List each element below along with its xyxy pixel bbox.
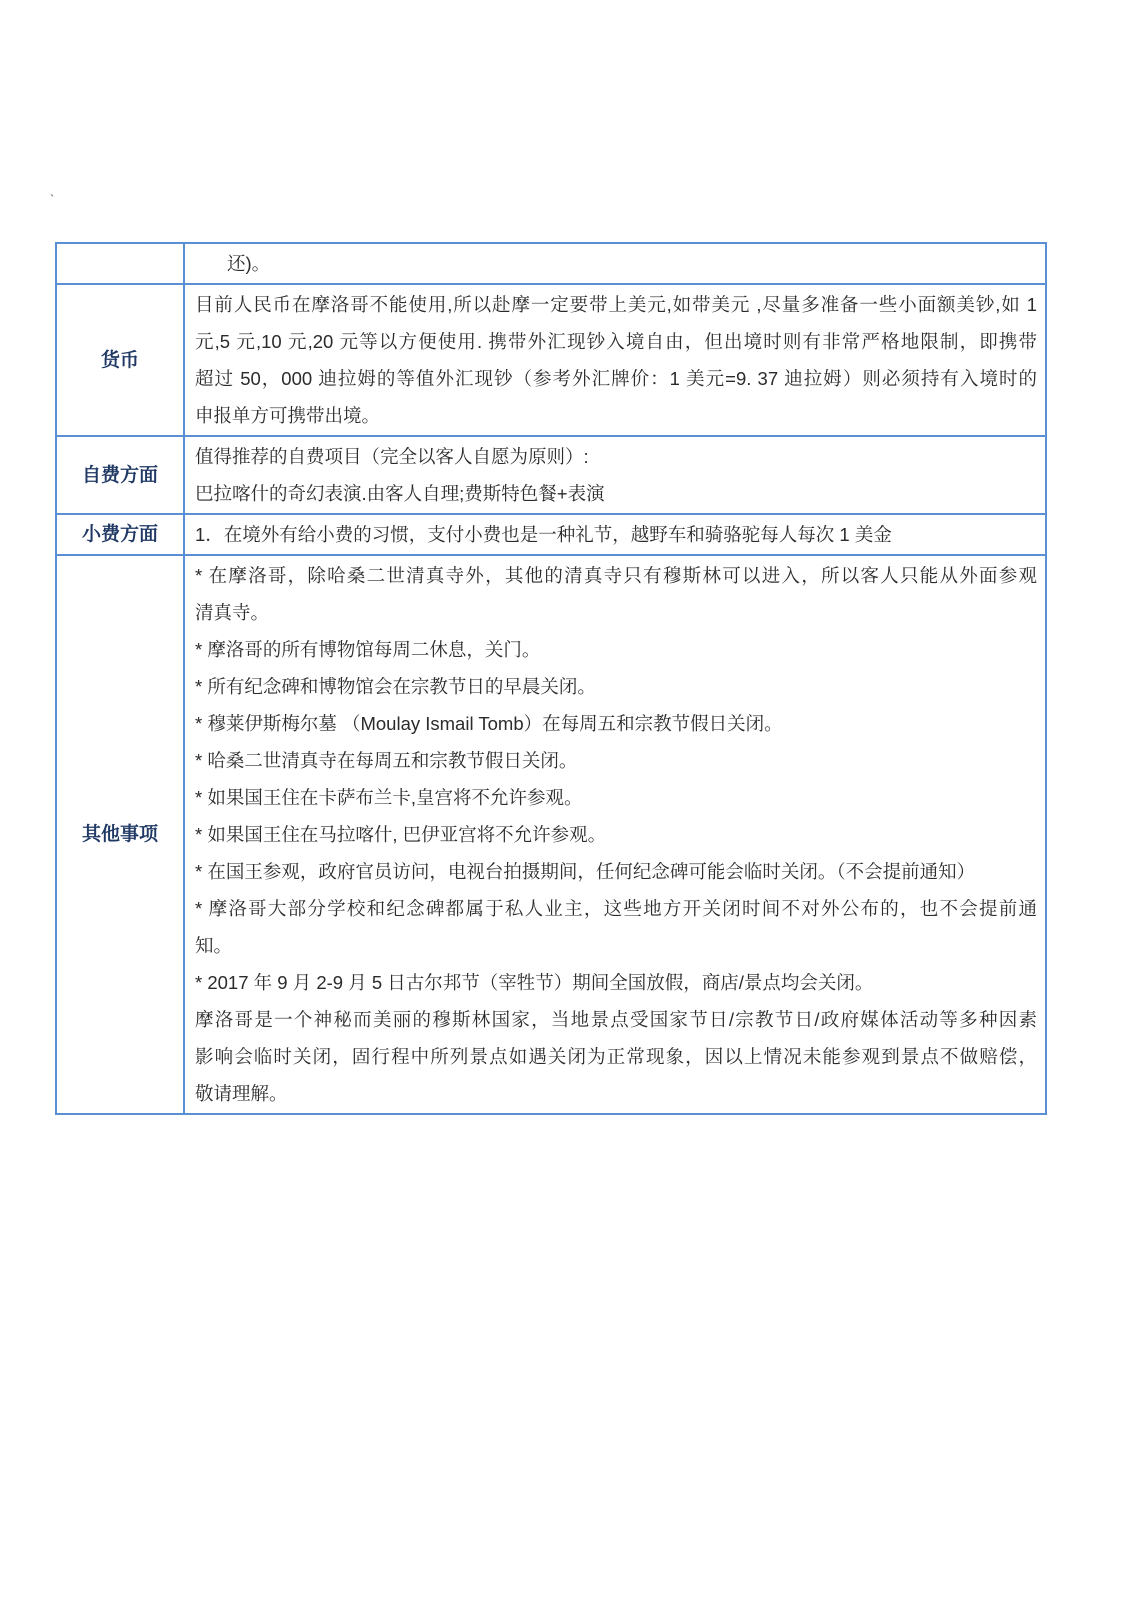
row-label-optional-activities: 自费方面 bbox=[56, 436, 184, 514]
text-line: * 所有纪念碑和博物馆会在宗教节日的早晨关闭。 bbox=[195, 676, 596, 697]
text-line: 申报单方可携带出境。 bbox=[195, 405, 381, 426]
note-item bbox=[195, 557, 1037, 631]
text-line: 1．在境外有给小费的习惯，支付小费也是一种礼节，越野车和骑骆驼每人每次 1 美金 bbox=[195, 524, 892, 545]
note-item bbox=[195, 816, 1037, 853]
note-item bbox=[195, 705, 1037, 742]
row-label-empty bbox=[56, 243, 184, 284]
note-item bbox=[195, 964, 1037, 1001]
text-line: 敬请理解。 bbox=[195, 1083, 288, 1104]
note-item bbox=[195, 779, 1037, 816]
text-line: * 如果国王住在卡萨布兰卡,皇宫将不允许参观。 bbox=[195, 787, 583, 808]
closing-paragraph bbox=[195, 1001, 1037, 1112]
note-item bbox=[195, 668, 1037, 705]
text-line: * 2017 年 9 月 2-9 月 5 日古尔邦节（宰牲节）期间全国放假，商店/景点均会关闭。 bbox=[195, 972, 874, 993]
text-line: * 摩洛哥的所有博物馆每周二休息，关门。 bbox=[195, 639, 541, 660]
text-line: * 在国王参观，政府官员访问，电视台拍摄期间，任何纪念碑可能会临时关闭。（不会提前通知） bbox=[195, 861, 976, 882]
row-content-tips bbox=[184, 514, 1046, 555]
row-label-currency: 货币 bbox=[56, 284, 184, 436]
text-line: 还)。 bbox=[227, 253, 271, 274]
table-row-tips bbox=[56, 514, 1046, 555]
row-label-other-notes: 其他事项 bbox=[56, 555, 184, 1114]
note-item bbox=[195, 742, 1037, 779]
text-line: 元,5 元,10 元,20 元等以方便使用. 携带外汇现钞入境自由，但出境时则有非常严格地限制，即携带 bbox=[195, 331, 1037, 352]
paragraph bbox=[195, 438, 1037, 475]
paragraph bbox=[195, 475, 1037, 512]
text-line: 摩洛哥是一个神秘而美丽的穆斯林国家，当地景点受国家节日/宗教节日/政府媒体活动等多种因素 bbox=[195, 1009, 1037, 1030]
text-line: * 在摩洛哥，除哈桑二世清真寺外，其他的清真寺只有穆斯林可以进入，所以客人只能从外面参观 bbox=[195, 565, 1037, 586]
text-line: 目前人民币在摩洛哥不能使用,所以赴摩一定要带上美元,如带美元 ,尽量多准备一些小面额美钞,如 1 bbox=[195, 294, 1037, 315]
travel-notes-table bbox=[55, 242, 1047, 1115]
paragraph bbox=[195, 286, 1037, 434]
row-label-tips: 小费方面 bbox=[56, 514, 184, 555]
text-line: 巴拉喀什的奇幻表演.由客人自理;费斯特色餐+表演 bbox=[195, 483, 605, 504]
text-line: * 摩洛哥大部分学校和纪念碑都属于私人业主，这些地方开关闭时间不对外公布的，也不会提前通 bbox=[195, 898, 1037, 919]
row-content-optional-activities bbox=[184, 436, 1046, 514]
text-line: * 如果国王住在马拉喀什, 巴伊亚宫将不允许参观。 bbox=[195, 824, 607, 845]
table-row-currency bbox=[56, 284, 1046, 436]
text-line: 影响会临时关闭，固行程中所列景点如遇关闭为正常现象，因以上情况未能参观到景点不做赔偿， bbox=[195, 1046, 1037, 1067]
table-row-continuation bbox=[56, 243, 1046, 284]
table-row-other-notes bbox=[56, 555, 1046, 1114]
note-item bbox=[195, 853, 1037, 890]
paragraph bbox=[195, 245, 1037, 282]
text-line: * 穆莱伊斯梅尔墓 （Moulay Ismail Tomb）在每周五和宗教节假日关闭。 bbox=[195, 713, 783, 734]
corner-mark: ` bbox=[50, 192, 55, 207]
text-line: * 哈桑二世清真寺在每周五和宗教节假日关闭。 bbox=[195, 750, 578, 771]
row-content-continuation bbox=[184, 243, 1046, 284]
text-line: 值得推荐的自费项目（完全以客人自愿为原则）: bbox=[195, 446, 589, 467]
row-content-currency bbox=[184, 284, 1046, 436]
paragraph bbox=[195, 516, 1037, 553]
text-line: 超过 50，000 迪拉姆的等值外汇现钞（参考外汇牌价：1 美元=9. 37 迪拉姆）则必须持有入境时的 bbox=[195, 368, 1037, 389]
row-content-other-notes bbox=[184, 555, 1046, 1114]
note-item bbox=[195, 631, 1037, 668]
note-item bbox=[195, 890, 1037, 964]
text-line: 知。 bbox=[195, 935, 233, 956]
table-row-optional-activities bbox=[56, 436, 1046, 514]
text-line: 清真寺。 bbox=[195, 602, 270, 623]
